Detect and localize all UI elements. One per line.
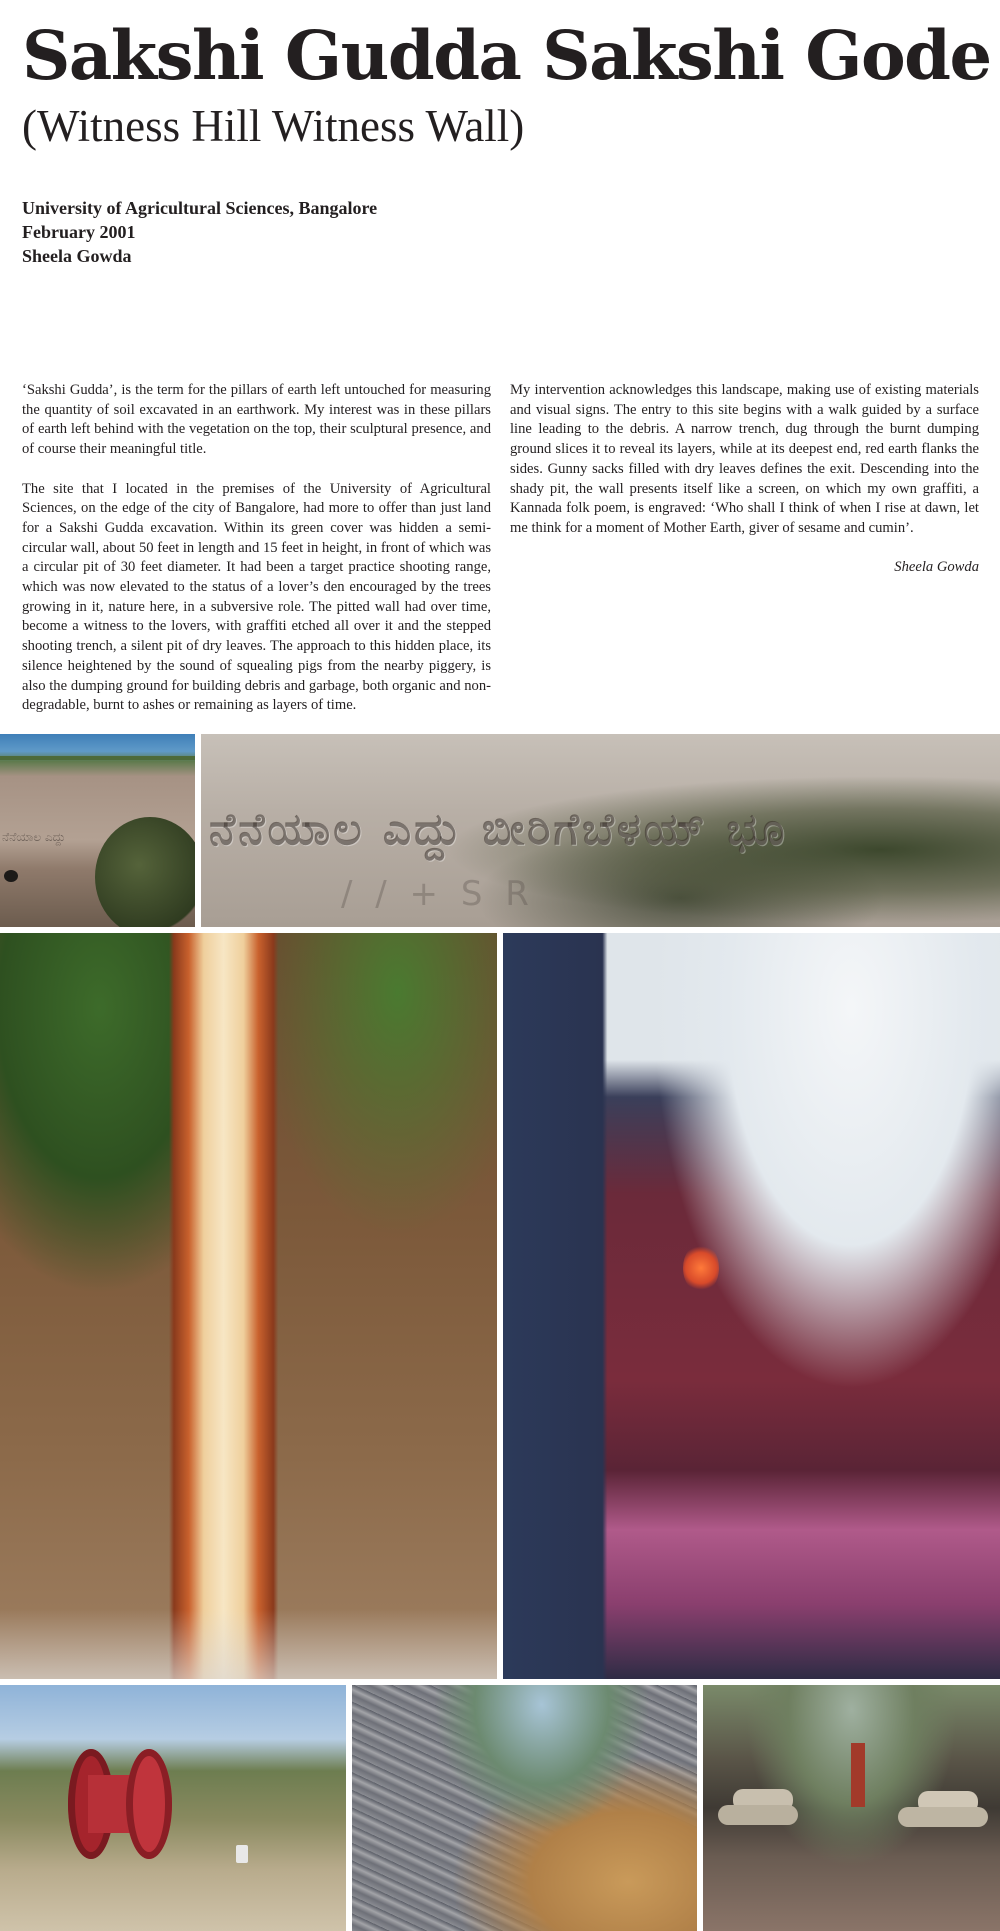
photo-kannada-inscription: ನೆನೆಯಾಲ ಎದ್ದು ಬೀರಿಗೆಬೆಳಯ್ ಭೂ / / + S R: [201, 734, 1000, 927]
page-title: Sakshi Gudda Sakshi Gode: [22, 16, 991, 95]
date: February 2001: [22, 222, 136, 242]
photo-debris-field: [352, 1685, 697, 1931]
artist-name: Sheela Gowda: [22, 246, 132, 266]
photo-wall-overview: [0, 734, 195, 927]
text-column-left: [22, 381, 491, 736]
photo-wall-and-pit: [503, 933, 1000, 1679]
institution: University of Agricultural Sciences, Bangalore: [22, 198, 378, 218]
photo-cable-reel: [0, 1685, 346, 1931]
paragraph: ‘Sakshi Gudda’, is the term for the pillars of earth left untouched for measuring the quantity of soil excavated in an earthwork. My interest was in these pillars of earth left behind with the vegetation on the top, their sculptural presence, and of course their meaningful title.: [22, 382, 491, 458]
signature: Sheela Gowda: [894, 559, 979, 576]
photo-trench: [0, 933, 497, 1679]
paragraph: The site that I located in the premises of the University of Agricultural Sciences, on the edge of the city of Bangalore, had more to offer than just land for a Sakshi Gudda excavation. Within its green cover was hidden a semi-circular wall, about 50 feet in length and 15 feet in height, in front of which was a circular pit of 30 feet diameter. It had been a target practice shooting range, which was now elevated to the status of a lover’s den encouraged by the trees growing in it, nature here, in a subversive role. The pitted wall had over time, become a witness to the lovers, with graffiti etched all over it and the stepped shooting trench, a silent pit of dry leaves. The approach to this hidden place, its silence heightened by the sound of squealing pigs from the nearby piggery, is also the dumping ground for building debris and garbage, both organic and non- degradable, burnt to ashes or remaining as layers of time.: [22, 480, 491, 714]
page-subtitle: (Witness Hill Witness Wall): [22, 101, 525, 151]
paragraph: My intervention acknowledges this landscape, making use of existing materials and visual signs. The entry to this site begins with a walk guided by a surface line leading to the debris. A narrow trench, dug through the burnt dumping ground slices it to reveal its layers, while at its deepest end, red earth flanks the sides. Gunny sacks filled with dry leaves defines the exit. Descending into the shady pit, the wall presents itself like a screen, on which my own graffiti, a Kannada folk poem, is engraved: ‘Who shall I think of when I rise at dawn, let me think for a moment of Mother Earth, giver of sesame and cumin’.: [510, 382, 979, 536]
photo-gunny-sacks-exit: [703, 1685, 1000, 1931]
text-column-right: [510, 381, 979, 598]
inscription-small: ನೆನೆಯಾಲ ಎದ್ದು: [2, 830, 66, 844]
kannada-inscription: ನೆನೆಯಾಲ ಎದ್ದು ಬೀರಿಗೆಬೆಳಯ್ ಭೂ: [209, 804, 788, 855]
project-meta: [22, 196, 377, 268]
